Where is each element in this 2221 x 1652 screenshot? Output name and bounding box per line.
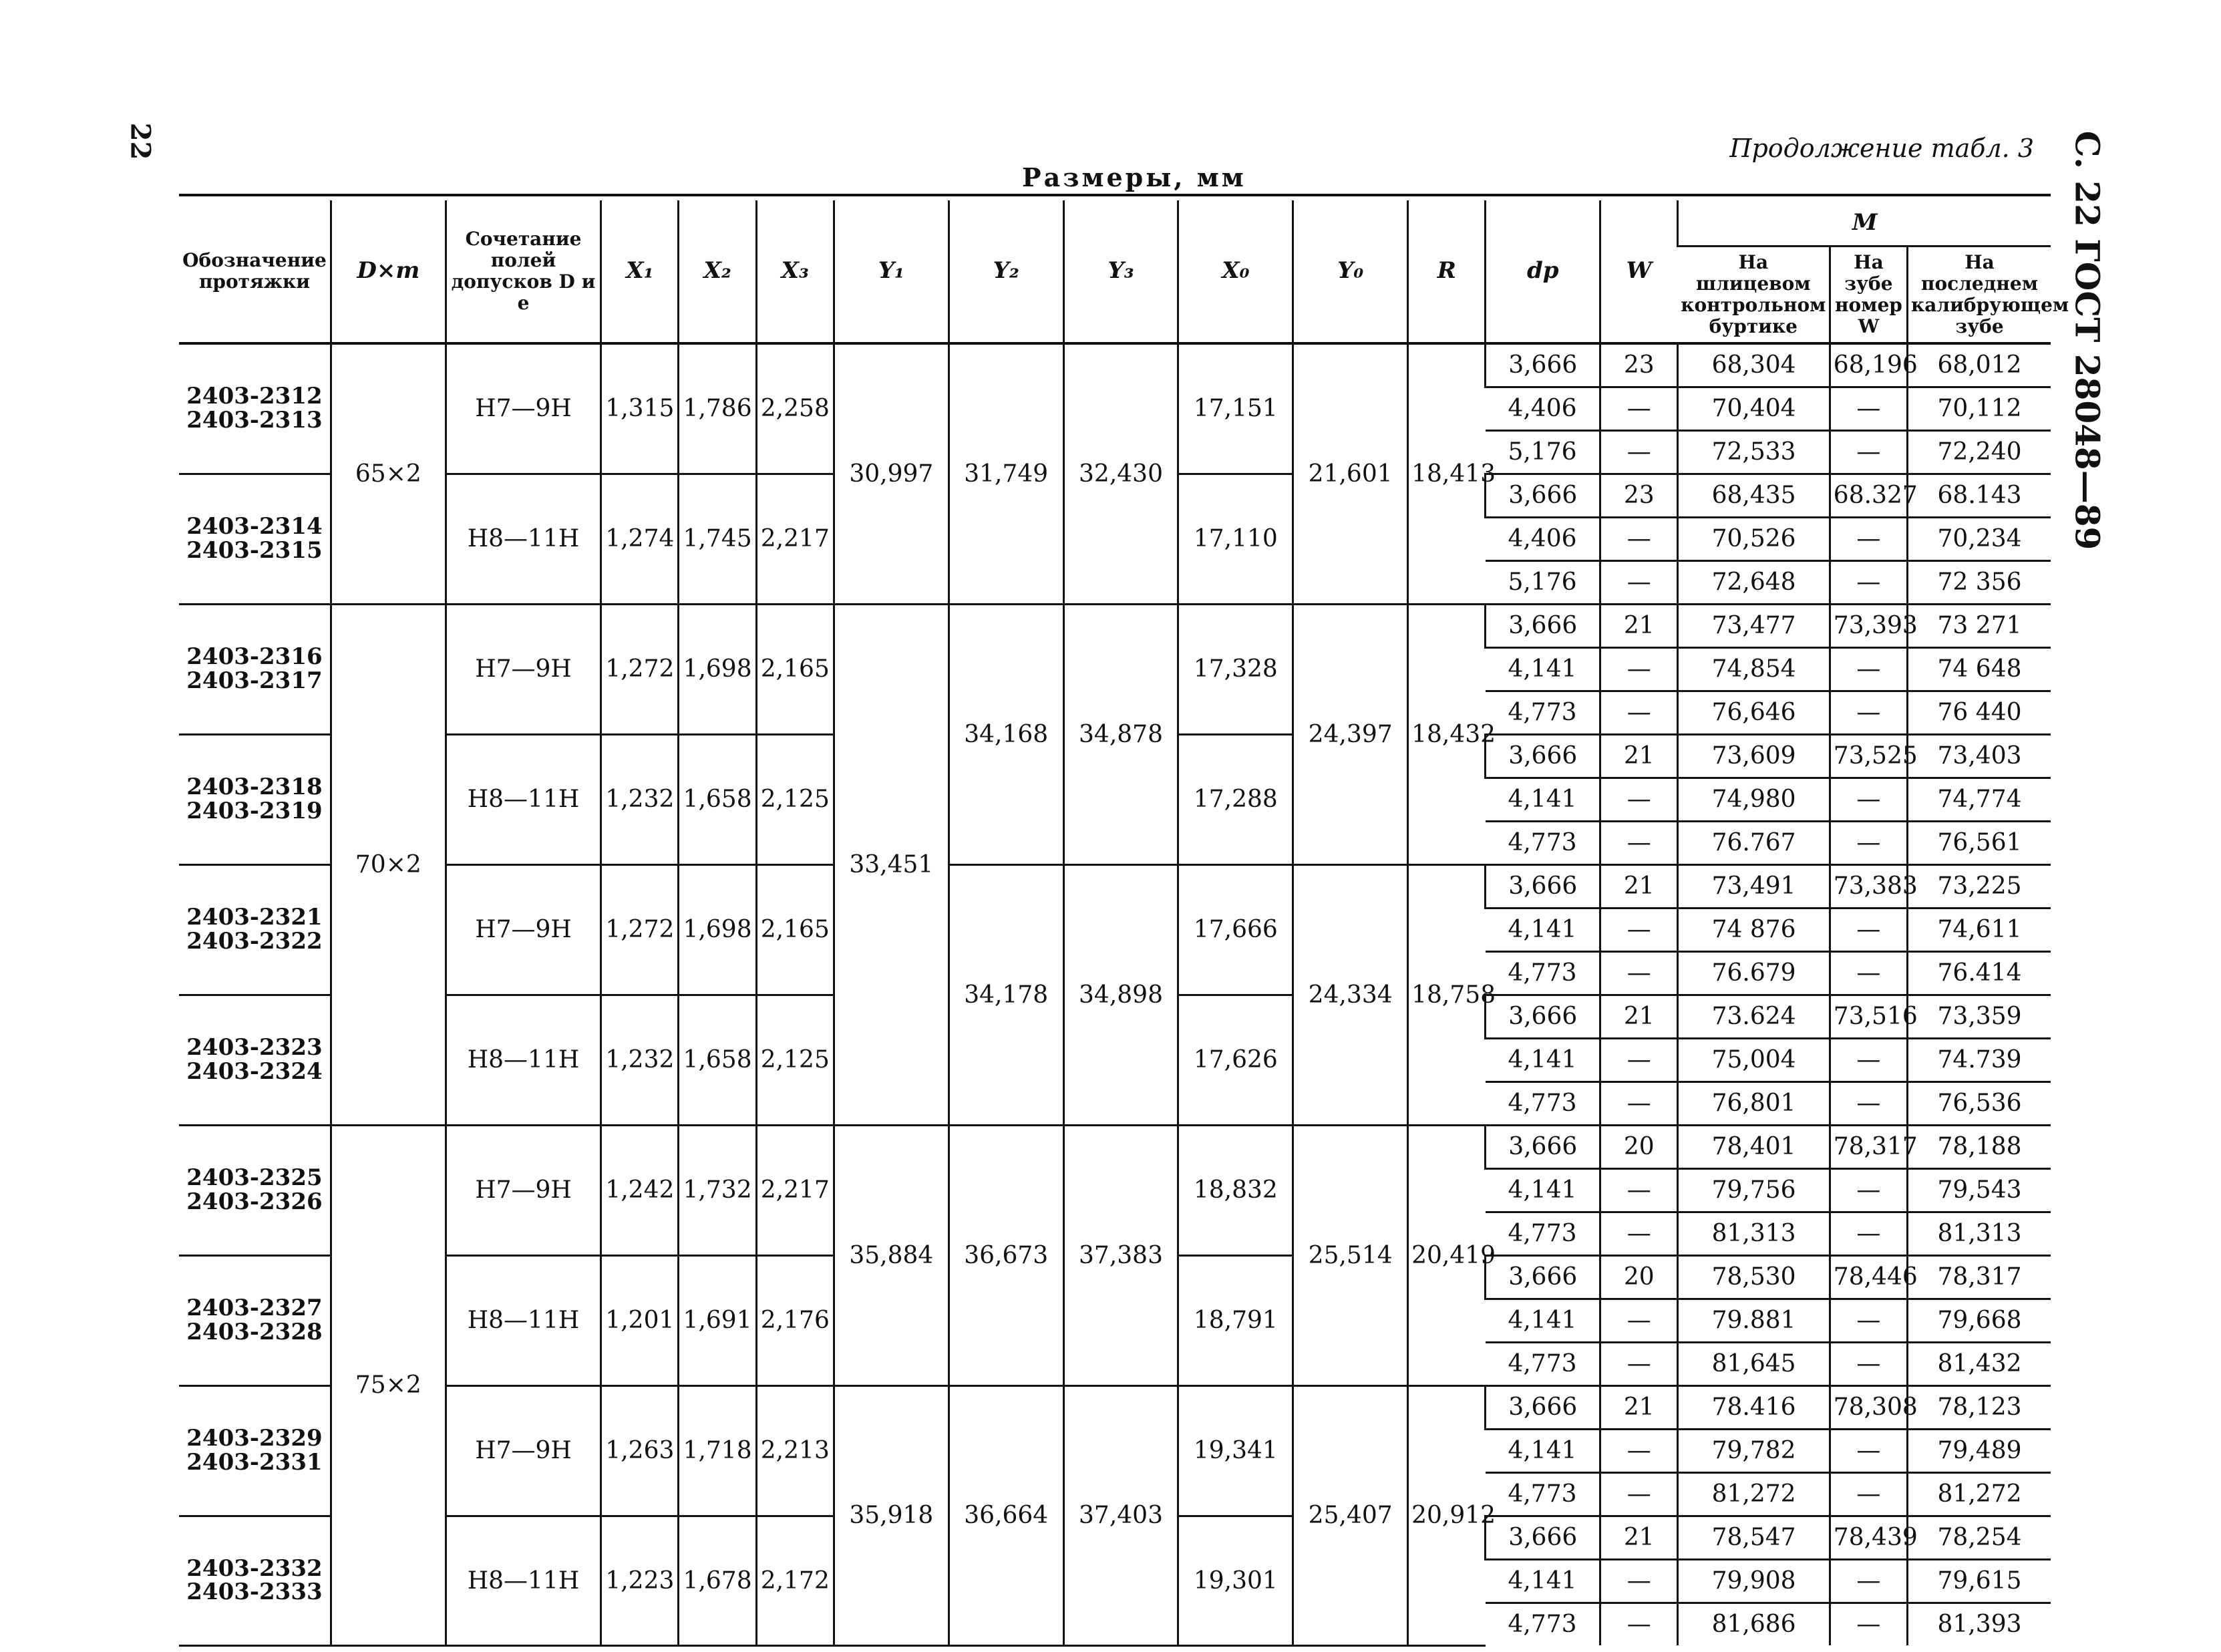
x2-cell: 1,786 <box>679 343 756 474</box>
header-combo: Сочетание полей допусков D и e <box>446 200 601 343</box>
header-designation: Обозначение протяжки <box>179 200 331 343</box>
m-tooth-cell: 73,516 <box>1830 995 1907 1039</box>
x2-cell: 1,678 <box>679 1516 756 1646</box>
m-tooth-cell: 73,383 <box>1830 865 1907 908</box>
dp-cell: 3,666 <box>1486 1516 1600 1560</box>
w-cell: 21 <box>1600 1516 1678 1560</box>
header-x2: X₂ <box>679 200 756 343</box>
m-last-cell: 76.414 <box>1908 952 2051 995</box>
x1-cell: 1,272 <box>601 605 679 735</box>
x0-cell: 19,341 <box>1178 1386 1293 1516</box>
dp-cell: 3,666 <box>1486 735 1600 778</box>
dp-cell: 4,773 <box>1486 691 1600 735</box>
x1-cell: 1,201 <box>601 1256 679 1386</box>
w-cell: — <box>1600 1082 1678 1126</box>
y1-cell: 35,884 <box>834 1126 949 1386</box>
m-splined-cell: 79,782 <box>1678 1430 1830 1473</box>
m-tooth-cell: — <box>1830 1082 1907 1126</box>
w-cell: 20 <box>1600 1126 1678 1169</box>
table-row <box>179 1126 2051 1169</box>
header-y3: Y₃ <box>1063 200 1178 343</box>
designation-cell: 2403-2316 2403-2317 <box>179 605 331 735</box>
header-x3: X₃ <box>756 200 834 343</box>
combo-cell: H7—9H <box>446 343 601 474</box>
x1-cell: 1,232 <box>601 995 679 1126</box>
header-m-splined: На шлицевом контрольном буртике <box>1678 246 1830 343</box>
w-cell: — <box>1600 518 1678 561</box>
m-splined-cell: 79,908 <box>1678 1560 1830 1603</box>
dp-cell: 5,176 <box>1486 561 1600 605</box>
m-last-cell: 78,317 <box>1908 1256 2051 1299</box>
x2-cell: 1,718 <box>679 1386 756 1516</box>
combo-cell: H8—11H <box>446 1256 601 1386</box>
dp-cell: 3,666 <box>1486 1256 1600 1299</box>
x3-cell: 2,125 <box>756 995 834 1126</box>
m-splined-cell: 70,404 <box>1678 387 1830 431</box>
m-tooth-cell: — <box>1830 908 1907 952</box>
m-tooth-cell: 68,196 <box>1830 343 1907 387</box>
combo-cell: H8—11H <box>446 474 601 605</box>
w-cell: — <box>1600 387 1678 431</box>
m-tooth-cell: — <box>1830 1343 1907 1386</box>
y1-cell: 35,918 <box>834 1386 949 1646</box>
m-last-cell: 68.143 <box>1908 474 2051 518</box>
x3-cell: 2,172 <box>756 1516 834 1646</box>
m-splined-cell: 73,609 <box>1678 735 1830 778</box>
header-r: R <box>1408 200 1486 343</box>
table-header <box>179 200 2069 343</box>
w-cell: 23 <box>1600 474 1678 518</box>
m-last-cell: 76 440 <box>1908 691 2051 735</box>
x3-cell: 2,217 <box>756 1126 834 1256</box>
dp-cell: 3,666 <box>1486 995 1600 1039</box>
m-last-cell: 78,123 <box>1908 1386 2051 1430</box>
table-row <box>179 865 2051 908</box>
w-cell: — <box>1600 561 1678 605</box>
w-cell: — <box>1600 1343 1678 1386</box>
y1-cell: 33,451 <box>834 605 949 1126</box>
r-cell: 20,419 <box>1408 1126 1486 1386</box>
m-last-cell: 81,313 <box>1908 1212 2051 1256</box>
dp-cell: 4,141 <box>1486 1169 1600 1212</box>
y0-cell: 24,397 <box>1293 605 1408 865</box>
m-tooth-cell: — <box>1830 952 1907 995</box>
m-splined-cell: 73,491 <box>1678 865 1830 908</box>
dp-cell: 4,141 <box>1486 1560 1600 1603</box>
header-y1: Y₁ <box>834 200 949 343</box>
m-splined-cell: 76,646 <box>1678 691 1830 735</box>
m-tooth-cell: — <box>1830 1603 1907 1646</box>
w-cell: — <box>1600 648 1678 691</box>
m-splined-cell: 73.624 <box>1678 995 1830 1039</box>
x3-cell: 2,165 <box>756 865 834 995</box>
m-splined-cell: 68,304 <box>1678 343 1830 387</box>
x2-cell: 1,691 <box>679 1256 756 1386</box>
x3-cell: 2,213 <box>756 1386 834 1516</box>
dp-cell: 3,666 <box>1486 1126 1600 1169</box>
header-x1: X₁ <box>601 200 679 343</box>
page-number: 22 <box>124 122 156 160</box>
y2-cell: 36,664 <box>949 1386 1063 1646</box>
m-tooth-cell: — <box>1830 1039 1907 1082</box>
y3-cell: 37,383 <box>1063 1126 1178 1386</box>
designation-cell: 2403-2314 2403-2315 <box>179 474 331 605</box>
m-splined-cell: 70,526 <box>1678 518 1830 561</box>
r-cell: 18,432 <box>1408 605 1486 865</box>
x2-cell: 1,732 <box>679 1126 756 1256</box>
m-last-cell: 72 356 <box>1908 561 2051 605</box>
header-x0: X₀ <box>1178 200 1293 343</box>
designation-cell: 2403-2312 2403-2313 <box>179 343 331 474</box>
m-tooth-cell: — <box>1830 1169 1907 1212</box>
table-row <box>179 343 2051 387</box>
m-last-cell: 79,543 <box>1908 1169 2051 1212</box>
dp-cell: 4,141 <box>1486 1299 1600 1343</box>
x3-cell: 2,165 <box>756 605 834 735</box>
m-splined-cell: 72,533 <box>1678 431 1830 474</box>
y3-cell: 34,898 <box>1063 865 1178 1126</box>
w-cell: 21 <box>1600 995 1678 1039</box>
w-cell: — <box>1600 1560 1678 1603</box>
dp-cell: 4,141 <box>1486 778 1600 822</box>
w-cell: — <box>1600 1212 1678 1256</box>
combo-cell: H7—9H <box>446 1386 601 1516</box>
m-splined-cell: 76.679 <box>1678 952 1830 995</box>
dp-cell: 3,666 <box>1486 1386 1600 1430</box>
m-last-cell: 68,012 <box>1908 343 2051 387</box>
designation-cell: 2403-2329 2403-2331 <box>179 1386 331 1516</box>
m-tooth-cell: — <box>1830 387 1907 431</box>
m-splined-cell: 79.881 <box>1678 1299 1830 1343</box>
table-row <box>179 1386 2051 1430</box>
designation-cell: 2403-2332 2403-2333 <box>179 1516 331 1646</box>
x1-cell: 1,242 <box>601 1126 679 1256</box>
y3-cell: 34,878 <box>1063 605 1178 865</box>
m-splined-cell: 79,756 <box>1678 1169 1830 1212</box>
w-cell: — <box>1600 778 1678 822</box>
m-splined-cell: 78,530 <box>1678 1256 1830 1299</box>
m-last-cell: 70,234 <box>1908 518 2051 561</box>
m-tooth-cell: — <box>1830 1473 1907 1516</box>
dxm-cell: 70×2 <box>331 605 446 1126</box>
y0-cell: 24,334 <box>1293 865 1408 1126</box>
w-cell: 20 <box>1600 1256 1678 1299</box>
w-cell: 21 <box>1600 1386 1678 1430</box>
m-tooth-cell: 78,439 <box>1830 1516 1907 1560</box>
m-tooth-cell: 73,393 <box>1830 605 1907 648</box>
m-last-cell: 76,561 <box>1908 822 2051 865</box>
m-last-cell: 78,188 <box>1908 1126 2051 1169</box>
w-cell: — <box>1600 1473 1678 1516</box>
y2-cell: 36,673 <box>949 1126 1063 1386</box>
x1-cell: 1,315 <box>601 343 679 474</box>
w-cell: — <box>1600 952 1678 995</box>
m-splined-cell: 74 876 <box>1678 908 1830 952</box>
y2-cell: 34,178 <box>949 865 1063 1126</box>
m-splined-cell: 74,980 <box>1678 778 1830 822</box>
header-m: M <box>1678 200 2051 246</box>
m-last-cell: 73 271 <box>1908 605 2051 648</box>
y2-cell: 31,749 <box>949 343 1063 605</box>
m-last-cell: 78,254 <box>1908 1516 2051 1560</box>
combo-cell: H7—9H <box>446 605 601 735</box>
dxm-cell: 75×2 <box>331 1126 446 1646</box>
header-dp: dp <box>1486 200 1600 343</box>
combo-cell: H8—11H <box>446 1516 601 1646</box>
w-cell: 21 <box>1600 605 1678 648</box>
x1-cell: 1,263 <box>601 1386 679 1516</box>
w-cell: 21 <box>1600 735 1678 778</box>
w-cell: 23 <box>1600 343 1678 387</box>
m-splined-cell: 72,648 <box>1678 561 1830 605</box>
m-tooth-cell: — <box>1830 1299 1907 1343</box>
m-tooth-cell: — <box>1830 518 1907 561</box>
m-splined-cell: 81,272 <box>1678 1473 1830 1516</box>
m-splined-cell: 81,686 <box>1678 1603 1830 1646</box>
x0-cell: 17,110 <box>1178 474 1293 605</box>
header-m-tooth: На зубе номер W <box>1830 246 1907 343</box>
m-tooth-cell: 78,446 <box>1830 1256 1907 1299</box>
y0-cell: 25,407 <box>1293 1386 1408 1646</box>
y3-cell: 37,403 <box>1063 1386 1178 1646</box>
y2-cell: 34,168 <box>949 605 1063 865</box>
x3-cell: 2,176 <box>756 1256 834 1386</box>
header-y2: Y₂ <box>949 200 1063 343</box>
x0-cell: 17,328 <box>1178 605 1293 735</box>
x2-cell: 1,698 <box>679 605 756 735</box>
top-rule <box>179 194 2051 196</box>
dp-cell: 4,141 <box>1486 1430 1600 1473</box>
w-cell: — <box>1600 1430 1678 1473</box>
m-last-cell: 74.739 <box>1908 1039 2051 1082</box>
x2-cell: 1,745 <box>679 474 756 605</box>
table-continuation-label: Продолжение табл. 3 <box>1729 134 2034 163</box>
m-tooth-cell: 78,317 <box>1830 1126 1907 1169</box>
x2-cell: 1,658 <box>679 735 756 865</box>
w-cell: — <box>1600 1039 1678 1082</box>
combo-cell: H8—11H <box>446 995 601 1126</box>
y0-cell: 25,514 <box>1293 1126 1408 1386</box>
header-w: W <box>1600 200 1678 343</box>
table-row <box>179 605 2051 648</box>
header-dxm: D×m <box>331 200 446 343</box>
dp-cell: 4,773 <box>1486 1343 1600 1386</box>
x0-cell: 17,151 <box>1178 343 1293 474</box>
y1-cell: 30,997 <box>834 343 949 605</box>
x0-cell: 17,288 <box>1178 735 1293 865</box>
m-last-cell: 74,774 <box>1908 778 2051 822</box>
m-last-cell: 79,615 <box>1908 1560 2051 1603</box>
m-last-cell: 73,403 <box>1908 735 2051 778</box>
w-cell: — <box>1600 1603 1678 1646</box>
w-cell: — <box>1600 431 1678 474</box>
designation-cell: 2403-2325 2403-2326 <box>179 1126 331 1256</box>
m-last-cell: 81,272 <box>1908 1473 2051 1516</box>
m-splined-cell: 81,313 <box>1678 1212 1830 1256</box>
m-last-cell: 79,668 <box>1908 1299 2051 1343</box>
x0-cell: 19,301 <box>1178 1516 1293 1646</box>
combo-cell: H7—9H <box>446 1126 601 1256</box>
m-last-cell: 74 648 <box>1908 648 2051 691</box>
dp-cell: 4,773 <box>1486 1212 1600 1256</box>
dp-cell: 4,773 <box>1486 952 1600 995</box>
x1-cell: 1,272 <box>601 865 679 995</box>
dimensions-table <box>179 200 2069 1647</box>
m-splined-cell: 78.416 <box>1678 1386 1830 1430</box>
designation-cell: 2403-2323 2403-2324 <box>179 995 331 1126</box>
m-splined-cell: 76.767 <box>1678 822 1830 865</box>
m-splined-cell: 68,435 <box>1678 474 1830 518</box>
m-last-cell: 81,432 <box>1908 1343 2051 1386</box>
combo-cell: H8—11H <box>446 735 601 865</box>
dp-cell: 3,666 <box>1486 605 1600 648</box>
r-cell: 18,758 <box>1408 865 1486 1126</box>
dp-cell: 4,141 <box>1486 908 1600 952</box>
x3-cell: 2,217 <box>756 474 834 605</box>
x2-cell: 1,698 <box>679 865 756 995</box>
m-last-cell: 70,112 <box>1908 387 2051 431</box>
combo-cell: H7—9H <box>446 865 601 995</box>
m-tooth-cell: — <box>1830 1212 1907 1256</box>
m-tooth-cell: — <box>1830 561 1907 605</box>
dp-cell: 4,773 <box>1508 1611 1577 1639</box>
m-tooth-cell: — <box>1830 431 1907 474</box>
m-last-cell: 73,225 <box>1908 865 2051 908</box>
m-splined-cell: 78,547 <box>1678 1516 1830 1560</box>
m-tooth-cell: — <box>1830 691 1907 735</box>
x1-cell: 1,232 <box>601 735 679 865</box>
w-cell: — <box>1600 822 1678 865</box>
m-splined-cell: 78,401 <box>1678 1126 1830 1169</box>
r-cell: 18,413 <box>1408 343 1486 605</box>
dp-cell: 3,666 <box>1486 474 1600 518</box>
dp-cell: 3,666 <box>1486 865 1600 908</box>
w-cell: — <box>1600 1299 1678 1343</box>
dp-cell: 4,406 <box>1486 518 1600 561</box>
r-cell: 20,912 <box>1408 1386 1486 1646</box>
m-tooth-cell: — <box>1830 778 1907 822</box>
x3-cell: 2,258 <box>756 343 834 474</box>
dp-cell: 3,666 <box>1486 343 1600 387</box>
x0-cell: 17,626 <box>1178 995 1293 1126</box>
m-splined-cell: 81,645 <box>1678 1343 1830 1386</box>
m-last-cell: 76,536 <box>1908 1082 2051 1126</box>
m-last-cell: 72,240 <box>1908 431 2051 474</box>
m-tooth-cell: 73,525 <box>1830 735 1907 778</box>
dp-cell: 4,406 <box>1486 387 1600 431</box>
m-tooth-cell: — <box>1830 648 1907 691</box>
m-tooth-cell: — <box>1830 822 1907 865</box>
m-splined-cell: 74,854 <box>1678 648 1830 691</box>
m-last-cell: 79,489 <box>1908 1430 2051 1473</box>
m-last-cell: 81,393 <box>1908 1603 2051 1646</box>
x0-cell: 18,791 <box>1178 1256 1293 1386</box>
header-y0: Y₀ <box>1293 200 1408 343</box>
m-tooth-cell: — <box>1830 1430 1907 1473</box>
m-splined-cell: 73,477 <box>1678 605 1830 648</box>
w-cell: — <box>1600 1169 1678 1212</box>
x2-cell: 1,658 <box>679 995 756 1126</box>
m-last-cell: 73,359 <box>1908 995 2051 1039</box>
x0-cell: 18,832 <box>1178 1126 1293 1256</box>
w-cell: — <box>1600 908 1678 952</box>
gost-side-label: С. 22 ГОСТ 28048—89 <box>2067 130 2107 550</box>
y0-cell: 21,601 <box>1293 343 1408 605</box>
m-tooth-cell: 78,308 <box>1830 1386 1907 1430</box>
dp-cell: 5,176 <box>1486 431 1600 474</box>
m-tooth-cell: — <box>1830 1560 1907 1603</box>
designation-cell: 2403-2318 2403-2319 <box>179 735 331 865</box>
x0-cell: 17,666 <box>1178 865 1293 995</box>
m-splined-cell: 75,004 <box>1678 1039 1830 1082</box>
dp-cell: 4,141 <box>1486 1039 1600 1082</box>
x1-cell: 1,223 <box>601 1516 679 1646</box>
dp-cell: 4,773 <box>1486 822 1600 865</box>
x1-cell: 1,274 <box>601 474 679 605</box>
header-m-last: На последнем калибрующем зубе <box>1908 246 2051 343</box>
designation-cell: 2403-2321 2403-2322 <box>179 865 331 995</box>
y3-cell: 32,430 <box>1063 343 1178 605</box>
m-tooth-cell: 68.327 <box>1830 474 1907 518</box>
dp-cell: 4,773 <box>1486 1473 1600 1516</box>
designation-cell: 2403-2327 2403-2328 <box>179 1256 331 1386</box>
w-cell: — <box>1600 691 1678 735</box>
dp-cell: 4,141 <box>1486 648 1600 691</box>
x3-cell: 2,125 <box>756 735 834 865</box>
m-splined-cell: 76,801 <box>1678 1082 1830 1126</box>
table-body <box>179 343 2051 1645</box>
w-cell: 21 <box>1600 865 1678 908</box>
m-last-cell: 74,611 <box>1908 908 2051 952</box>
dp-cell: 4,773 <box>1486 1082 1600 1126</box>
dxm-cell: 65×2 <box>331 343 446 605</box>
units-caption: Размеры, мм <box>1022 162 1246 192</box>
